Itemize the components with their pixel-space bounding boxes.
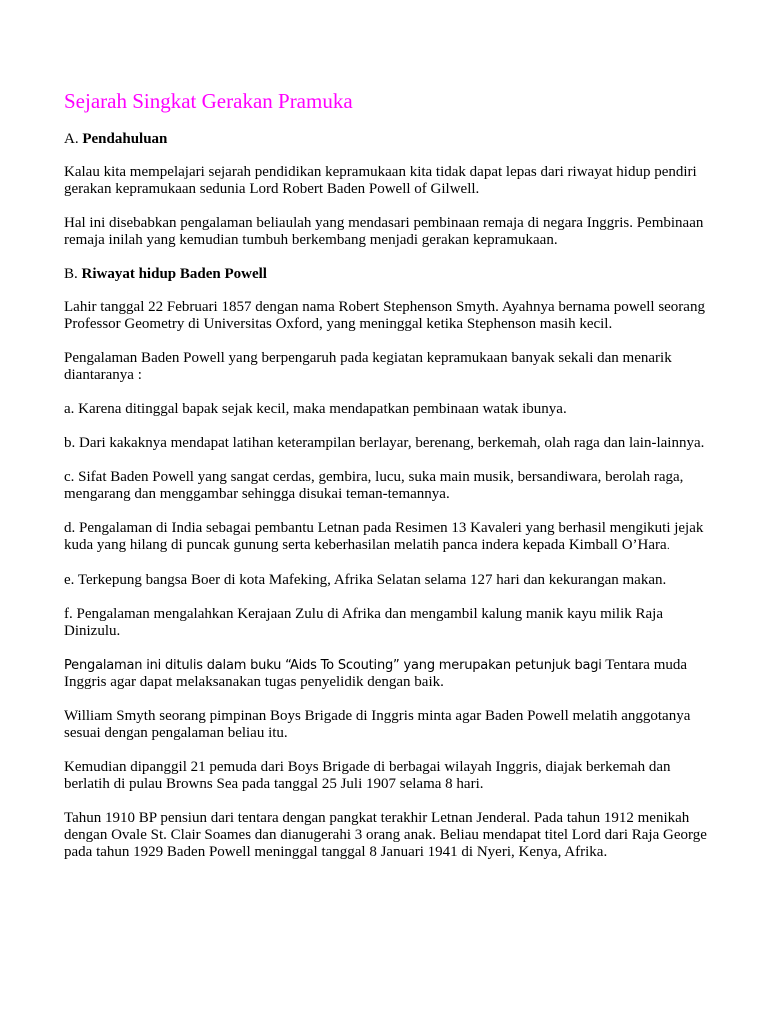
list-item-a: a. Karena ditinggal bapak sejak kecil, maka mendapatkan pembinaan watak ibunya. bbox=[64, 401, 567, 417]
list-item-d bbox=[64, 520, 714, 555]
paragraph-intro-1: Kalau kita mempelajari sejarah pendidikan kepramukaan kita tidak dapat lepas dari riwayat hidup pendiri gerakan kepramukaan sedunia Lord Robert Baden Powell of Gilwell. bbox=[64, 164, 697, 197]
section-b-title: Riwayat hidup Baden Powell bbox=[81, 266, 267, 282]
list-item-c: c. Sifat Baden Powell yang sangat cerdas, gembira, lucu, suka main musik, bersandiwara, berolah raga, mengarang dan menggambar sehingga disukai teman-temannya. bbox=[64, 469, 684, 502]
paragraph-william-smyth: William Smyth seorang pimpinan Boys Brigade di Inggris minta agar Baden Powell melatih anggotanya sesuai dengan pengalaman beliau itu. bbox=[64, 708, 691, 741]
list-item-b: b. Dari kakaknya mendapat latihan keterampilan berlayar, berenang, berkemah, olah raga dan lain-lainnya. bbox=[64, 435, 705, 451]
section-b-heading bbox=[64, 266, 714, 283]
paragraph-birth: Lahir tanggal 22 Februari 1857 dengan nama Robert Stephenson Smyth. Ayahnya bernama powell seorang Professor Geometry di Universitas Oxford, yang meninggal ketika Stephenson masih kecil. bbox=[64, 299, 705, 332]
list-item-f: f. Pengalaman mengalahkan Kerajaan Zulu di Afrika dan mengambil kalung manik kayu milik Raja Dinizulu. bbox=[64, 606, 663, 639]
aids-sans-text: Pengalaman ini ditulis dalam buku “Aids To Scouting” yang merupakan petunjuk bagi bbox=[64, 658, 602, 673]
paragraph-retirement: Tahun 1910 BP pensiun dari tentara dengan pangkat terakhir Letnan Jenderal. Pada tahun 1912 menikah dengan Ovale St. Clair Soames dan dianugerahi 3 orang anak. Beliau mendapat titel Lord dari Raja George pada tahun 1929 Baden Powell meninggal tanggal 8 Januari 1941 di Nyeri, Kenya, Afrika. bbox=[64, 810, 707, 860]
section-a-title: Pendahuluan bbox=[82, 131, 168, 147]
list-item-d-text: d. Pengalaman di India sebagai pembantu Letnan pada Resimen 13 Kavaleri yang berhasil mengikuti jejak kuda yang hilang di puncak gunung serta keberhasilan melatih panca indera kepada Kimball O’Hara bbox=[64, 520, 704, 553]
document-page bbox=[64, 88, 714, 878]
list-item-d-end: . bbox=[666, 541, 670, 552]
paragraph-aids-to-scouting bbox=[64, 657, 714, 691]
document-title: Sejarah Singkat Gerakan Pramuka bbox=[64, 89, 353, 113]
paragraph-brownsea-camp: Kemudian dipanggil 21 pemuda dari Boys Brigade di berbagai wilayah Inggris, diajak berkemah dan berlatih di pulau Browns Sea pada tanggal 25 Juli 1907 selama 8 hari. bbox=[64, 759, 671, 792]
section-a-heading bbox=[64, 131, 714, 148]
paragraph-intro-2: Hal ini disebabkan pengalaman beliaulah yang mendasari pembinaan remaja di negara Inggris. Pembinaan remaja inilah yang kemudian tumbuh berkembang menjadi gerakan kepramukaan. bbox=[64, 215, 704, 248]
section-a-prefix: A. bbox=[64, 131, 83, 147]
paragraph-experience: Pengalaman Baden Powell yang berpengaruh pada kegiatan kepramukaan banyak sekali dan menarik diantaranya : bbox=[64, 350, 672, 383]
section-b-prefix: B. bbox=[64, 266, 82, 282]
list-item-e: e. Terkepung bangsa Boer di kota Mafeking, Afrika Selatan selama 127 hari dan kekurangan makan. bbox=[64, 572, 667, 588]
aids-serif-text: Tentara muda Inggris agar dapat melaksanakan tugas penyelidik dengan baik. bbox=[64, 657, 688, 690]
